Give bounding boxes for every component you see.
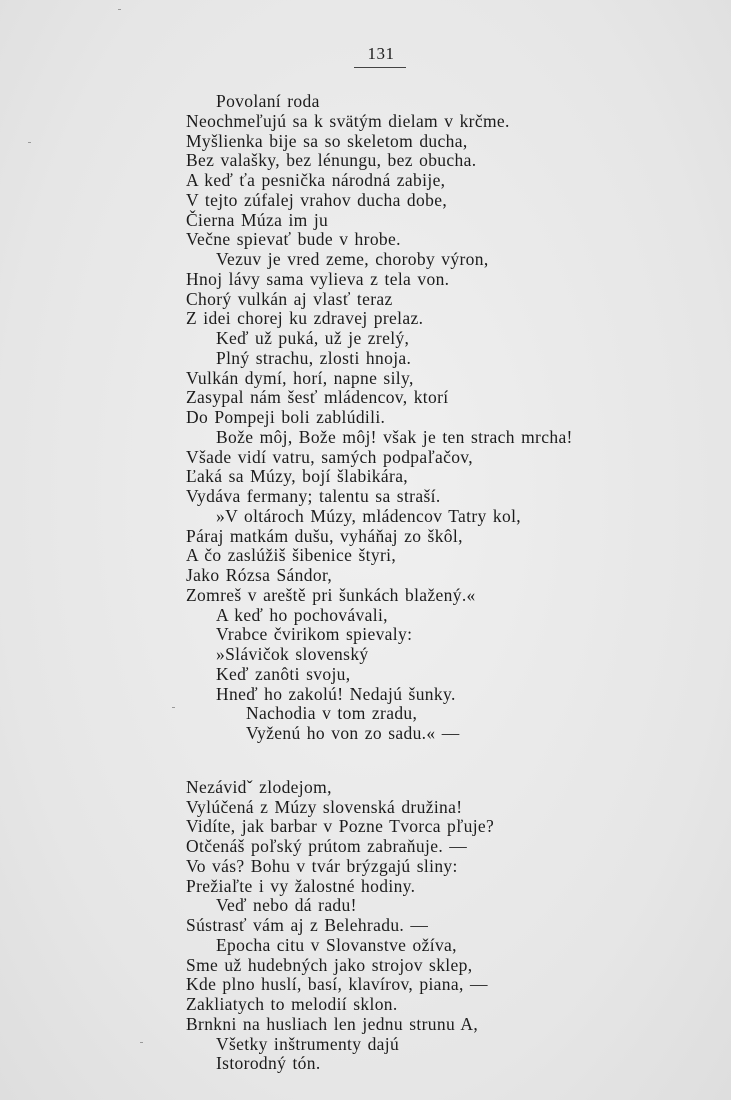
poem-line: Hneď ho zakolú! Nedajú šunky. [216,684,456,704]
poem-line: Istorodný tón. [216,1053,321,1073]
poem-line: Do Pompeji boli zablúdili. [186,407,386,427]
poem-line: Myšlienka bije sa so skeletom ducha, [186,131,468,151]
poem-line: Vo vás? Bohu v tvár brýzgajú sliny: [186,856,458,876]
poem-line: Jako Rózsa Sándor, [186,565,333,585]
poem-line: Nezávidˇ zlodejom, [186,777,332,797]
poem-line: Vylúčená z Múzy slovenská družina! [186,797,463,817]
poem-line: Vulkán dymí, horí, napne sily, [186,368,414,388]
poem-line: A keď ťa pesnička národná zabije, [186,170,446,190]
poem-line: Sústrasť vám aj z Belehradu. — [186,915,429,935]
poem-line: Čierna Múza im ju [186,210,329,230]
poem-line: »Slávičok slovenský [216,644,369,664]
poem-line: Nachodia v tom zradu, [246,703,418,723]
poem-line: Vydáva fermany; talentu sa straší. [186,486,441,506]
poem-line: Páraj matkám dušu, vyháňaj zo škôl, [186,526,463,546]
paper-speck [172,707,175,708]
poem-line: Vyženú ho von zo sadu.« — [246,723,460,743]
poem-line: Vidíte, jak barbar v Pozne Tvorca pľuje? [186,816,495,836]
page-number-rule [354,67,406,68]
poem-line: Plný strachu, zlosti hnoja. [216,348,412,368]
poem-line: Prežiaľte i vy žalostné hodiny. [186,876,416,896]
poem-line: Bože môj, Bože môj! však je ten strach mrcha! [216,427,573,447]
poem-line: Vrabce čvirikom spievaly: [216,624,413,644]
poem-line: Keď zanôti svoju, [216,664,351,684]
poem-line: Zasypal nám šesť mládencov, ktorí [186,387,449,407]
poem-line: Brnkni na husliach len jednu strunu A, [186,1014,479,1034]
poem-line: Veď nebo dá radu! [216,895,357,915]
poem-line: »V oltároch Múzy, mládencov Tatry kol, [216,506,522,526]
poem-line: Povolaní roda [216,91,320,111]
poem-line: Ľaká sa Múzy, bojí šlabikára, [186,466,409,486]
poem-line: Bez valašky, bez lénungu, bez obucha. [186,150,477,170]
poem-line: Chorý vulkán aj vlasť teraz [186,289,393,309]
poem-line: Zomreš v areště pri šunkách blažený.« [186,585,476,605]
poem-line: A čo zaslúžiš šibenice štyri, [186,545,397,565]
poem-line: Keď už puká, už je zrelý, [216,328,410,348]
poem-line: Otčenáš poľský prútom zabraňuje. — [186,836,468,856]
page-number: 131 [367,44,395,63]
poem-line: Hnoj lávy sama vylieva z tela von. [186,269,450,289]
poem-line: Všade vidí vatru, samých podpaľačov, [186,447,473,467]
poem-line: Všetky inštrumenty dajú [216,1034,400,1054]
poem-line: Vezuv je vred zeme, choroby výron, [216,249,489,269]
poem-line: Kde plno huslí, basí, klavírov, piana, — [186,974,488,994]
poem-line: Zakliatych to melodií sklon. [186,994,398,1014]
paper-speck [28,142,31,143]
poem-line: Neochmeľujú sa k svätým dielam v krčme. [186,111,510,131]
poem-line: Epocha citu v Slovanstve ožíva, [216,935,457,955]
paper-speck [118,9,121,10]
paper-speck [140,1042,143,1043]
poem-line: Sme už hudebných jako strojov sklep, [186,955,473,975]
poem-line: Z idei chorej ku zdravej prelaz. [186,308,424,328]
poem-line: V tejto zúfalej vrahov ducha dobe, [186,190,448,210]
poem-line: Večne spievať bude v hrobe. [186,229,401,249]
poem-line: A keď ho pochovávali, [216,605,388,625]
